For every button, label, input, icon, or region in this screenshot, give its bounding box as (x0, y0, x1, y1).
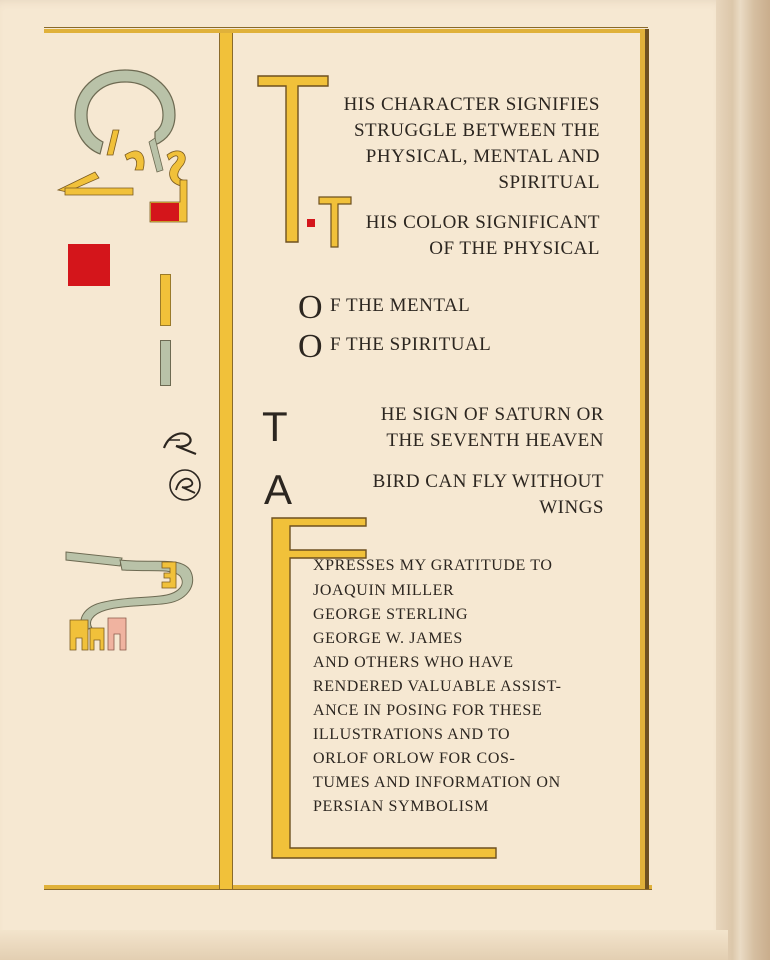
spiritual-text: F THE SPIRITUAL (330, 334, 492, 355)
color-line-1: HIS COLOR SIGNIFICANT (365, 212, 600, 233)
gratitude-line-10: TUMES AND INFORMATION ON (313, 774, 561, 791)
gratitude-line-6: RENDERED VALUABLE ASSIST- (313, 678, 562, 695)
saturn-sign-icon (160, 428, 204, 456)
gratitude-line-4: GEORGE W. JAMES (313, 630, 463, 647)
title-line-3: PHYSICAL, MENTAL AND (365, 146, 600, 167)
gratitude-line-8: ILLUSTRATIONS AND TO (313, 726, 511, 743)
sage-bar-icon (160, 340, 171, 386)
gratitude-line-11: PERSIAN SYMBOLISM (313, 798, 490, 815)
page-bottom-edge (0, 930, 728, 960)
frame-thin-top (44, 27, 648, 28)
gratitude-line-1: XPRESSES MY GRATITUDE TO (313, 557, 553, 574)
bird-initial: A (264, 466, 293, 513)
red-square-icon (68, 244, 110, 286)
saturn-line-2: THE SEVENTH HEAVEN (386, 430, 604, 451)
mental-initial: O (298, 289, 324, 326)
color-line-2: OF THE PHYSICAL (429, 238, 600, 259)
spiritual-initial: O (298, 328, 324, 365)
serpent-glyph-icon (62, 548, 202, 656)
initial-t-small (318, 196, 352, 248)
frame-top (44, 29, 648, 33)
bird-line-1: BIRD CAN FLY WITHOUT (372, 471, 604, 492)
bird-line-2: WINGS (539, 497, 604, 518)
title-line-4: SPIRITUAL (498, 172, 600, 193)
gratitude-line-2: JOAQUIN MILLER (313, 582, 455, 599)
gratitude-line-7: ANCE IN POSING FOR THESE (313, 702, 543, 719)
mental-text: F THE MENTAL (330, 295, 471, 316)
frame-right (645, 29, 649, 889)
gratitude-line-5: AND OTHERS WHO HAVE (313, 654, 514, 671)
title-line-1: HIS CHARACTER SIGNIFIES (343, 94, 600, 115)
circled-saturn-icon (165, 465, 205, 505)
red-marker-icon (307, 219, 315, 227)
page-edge (716, 0, 770, 960)
monogram-glyph-icon (55, 60, 205, 230)
gratitude-line-3: GEORGE STERLING (313, 606, 469, 623)
column-divider (219, 33, 233, 889)
saturn-initial: T (262, 403, 289, 450)
yellow-bar-icon (160, 274, 171, 326)
saturn-line-1: HE SIGN OF SATURN OR (380, 404, 604, 425)
title-line-2: STRUGGLE BETWEEN THE (353, 120, 600, 141)
gratitude-line-9: ORLOF ORLOW FOR COS- (313, 750, 516, 767)
frame-thin-bottom (44, 889, 652, 890)
